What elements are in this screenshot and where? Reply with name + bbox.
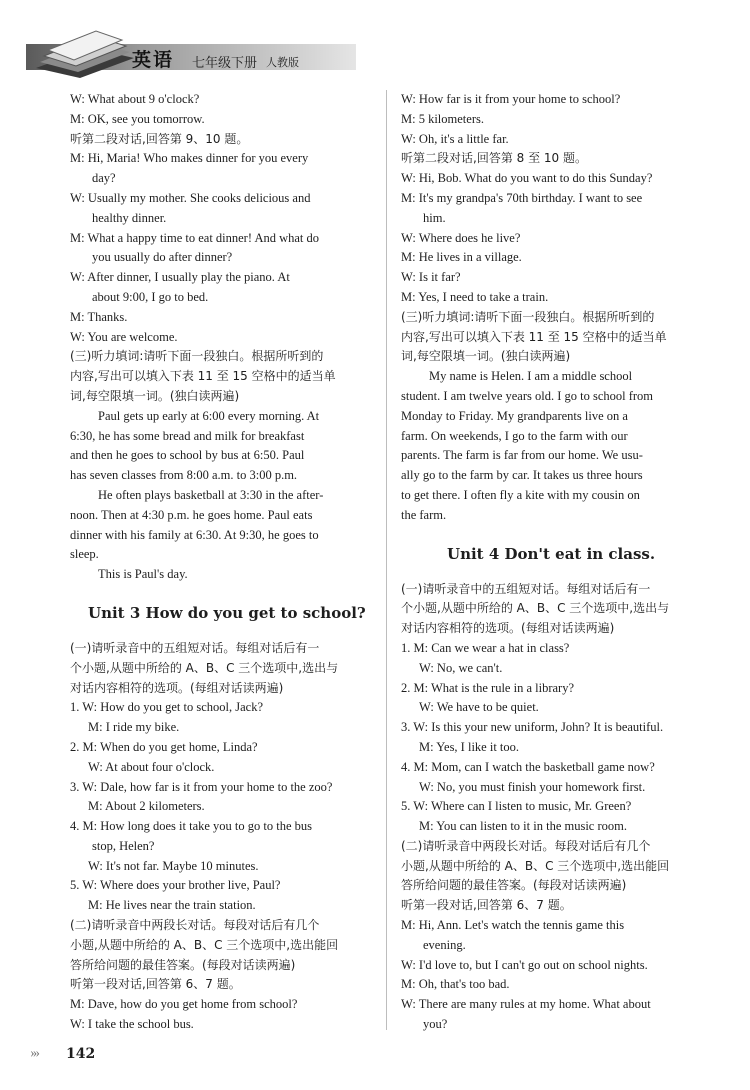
instruction-line: (一)请听录音中的五组短对话。每组对话后有一 <box>401 581 651 596</box>
text-line: W: It's not far. Maybe 10 minutes. <box>88 858 259 873</box>
text-line: M: You can listen to it in the music room. <box>419 819 627 834</box>
instruction-line: (一)请听录音中的五组短对话。每组对话后有一 <box>70 640 320 655</box>
text-line: W: Oh, it's a little far. <box>401 131 509 146</box>
text-line: M: I ride my bike. <box>88 720 180 735</box>
text-line: the farm. <box>401 507 447 522</box>
text-line: W: I'd love to, but I can't go out on school nights. <box>401 957 648 972</box>
instruction-line: (二)请听录音中两段长对话。每段对话后有几个 <box>401 838 651 853</box>
instruction-line: 听第二段对话,回答第 9、10 题。 <box>70 131 249 146</box>
text-line: W: Hi, Bob. What do you want to do this Sunday? <box>401 171 653 186</box>
text-line: and then he goes to school by bus at 6:50. Paul <box>70 448 305 463</box>
column-divider <box>386 90 387 1030</box>
instruction-line: 个小题,从题中所给的 A、B、C 三个选项中,选出与 <box>401 601 670 616</box>
instruction-line: 答所给问题的最佳答案。(每段对话读两遍) <box>401 878 627 893</box>
edition-label: 人教版 <box>266 56 299 69</box>
text-line: day? <box>92 171 116 186</box>
instruction-line: 听第一段对话,回答第 6、7 题。 <box>70 977 241 992</box>
text-line: sleep. <box>70 547 99 562</box>
text-line: M: Hi, Ann. Let's watch the tennis game this <box>401 918 625 933</box>
text-line: Monday to Friday. My grandparents live on a <box>401 408 628 423</box>
text-line: W: There are many rules at my home. What about <box>401 997 651 1012</box>
text-line: W: Where does he live? <box>401 230 521 245</box>
text-line: M: Thanks. <box>70 309 128 324</box>
page-header <box>0 0 750 90</box>
instruction-line: 小题,从题中所给的 A、B、C 三个选项中,选出能回 <box>401 858 670 873</box>
text-line: W: No, you must finish your homework first. <box>419 779 646 794</box>
text-line: M: What a happy time to eat dinner! And what do <box>70 230 320 245</box>
text-line: He often plays basketball at 3:30 in the after- <box>98 487 324 502</box>
instruction-line: 内容,写出可以填入下表 11 至 15 空格中的适当单 <box>401 329 667 344</box>
text-line: W: After dinner, I usually play the piano. At <box>70 270 290 285</box>
instruction-line: 内容,写出可以填入下表 11 至 15 空格中的适当单 <box>70 369 336 384</box>
text-line: W: Usually my mother. She cooks delicious and <box>70 190 311 205</box>
text-line: 5. W: Where does your brother live, Paul? <box>70 878 281 893</box>
text-line: M: Yes, I like it too. <box>419 739 520 754</box>
text-line: M: OK, see you tomorrow. <box>70 111 205 126</box>
text-line: Paul gets up early at 6:00 every morning. At <box>98 408 320 423</box>
books-icon <box>30 28 140 80</box>
text-line: 4. M: How long does it take you to go to the bus <box>70 819 312 834</box>
text-line: 3. W: Dale, how far is it from your home to the zoo? <box>70 779 333 794</box>
text-line: parents. The farm is far from our home. We usu- <box>401 448 643 463</box>
page-marker: ››› <box>30 1046 38 1061</box>
text-line: dinner with his family at 6:30. At 9:30, he goes to <box>70 527 319 542</box>
text-line: W: What about 9 o'clock? <box>70 92 200 106</box>
instruction-line: 对话内容相符的选项。(每组对话读两遍) <box>70 680 284 695</box>
unit-heading: Unit 3 How do you get to school? <box>88 603 366 622</box>
instruction-line: 词,每空限填一词。(独白读两遍) <box>70 388 240 403</box>
text-line: 6:30, he has some bread and milk for breakfast <box>70 428 305 443</box>
text-line: W: At about four o'clock. <box>88 759 215 774</box>
text-line: ally go to the farm by car. It takes us three hours <box>401 468 643 483</box>
instruction-line: 答所给问题的最佳答案。(每段对话读两遍) <box>70 957 296 972</box>
text-line: M: Dave, how do you get home from school? <box>70 997 298 1012</box>
unit-heading: Unit 4 Don't eat in class. <box>447 544 656 563</box>
grade-label: 七年级下册 <box>192 56 258 71</box>
text-line: evening. <box>423 937 466 952</box>
text-line: W: No, we can't. <box>419 660 503 675</box>
text-line: 4. M: Mom, can I watch the basketball game now? <box>401 759 655 774</box>
left-column <box>70 90 388 1035</box>
text-line: M: Yes, I need to take a train. <box>401 289 549 304</box>
text-line: 5. W: Where can I listen to music, Mr. Green? <box>401 799 632 814</box>
text-line: This is Paul's day. <box>98 567 188 582</box>
instruction-line: (三)听力填词:请听下面一段独白。根据所听到的 <box>401 309 655 324</box>
instruction-line: 个小题,从题中所给的 A、B、C 三个选项中,选出与 <box>70 660 339 675</box>
text-line: W: You are welcome. <box>70 329 178 344</box>
text-line: W: I take the school bus. <box>70 1017 194 1032</box>
text-line: 3. W: Is this your new uniform, John? It is beautiful. <box>401 720 664 735</box>
instruction-line: 对话内容相符的选项。(每组对话读两遍) <box>401 621 615 636</box>
instruction-line: 词,每空限填一词。(独白读两遍) <box>401 349 571 364</box>
text-line: M: Oh, that's too bad. <box>401 977 510 992</box>
instruction-line: (二)请听录音中两段长对话。每段对话后有几个 <box>70 918 320 933</box>
text-line: W: How far is it from your home to school? <box>401 92 621 106</box>
subject-title: 英语 <box>132 49 175 71</box>
instruction-line: 听第一段对话,回答第 6、7 题。 <box>401 898 572 913</box>
text-line: W: We have to be quiet. <box>419 700 539 715</box>
right-column <box>401 90 719 1035</box>
page-number: 142 <box>66 1046 96 1062</box>
text-line: My name is Helen. I am a middle school <box>429 369 633 384</box>
instruction-line: (三)听力填词:请听下面一段独白。根据所听到的 <box>70 349 324 364</box>
text-line: to get there. I often fly a kite with my cousin on <box>401 487 640 502</box>
text-line: you usually do after dinner? <box>92 250 233 265</box>
text-line: healthy dinner. <box>92 210 167 225</box>
text-line: M: Hi, Maria! Who makes dinner for you every <box>70 151 309 166</box>
text-line: M: About 2 kilometers. <box>88 799 205 814</box>
text-line: has seven classes from 8:00 a.m. to 3:00 p.m. <box>70 468 298 483</box>
text-line: 1. M: Can we wear a hat in class? <box>401 640 570 655</box>
text-line: noon. Then at 4:30 p.m. he goes home. Paul eats <box>70 507 313 522</box>
text-line: about 9:00, I go to bed. <box>92 289 209 304</box>
text-line: 1. W: How do you get to school, Jack? <box>70 700 264 715</box>
text-line: M: It's my grandpa's 70th birthday. I want to see <box>401 190 643 205</box>
instruction-line: 小题,从题中所给的 A、B、C 三个选项中,选出能回 <box>70 937 339 952</box>
text-line: W: Is it far? <box>401 270 461 285</box>
text-line: stop, Helen? <box>92 838 155 853</box>
text-line: M: He lives near the train station. <box>88 898 256 913</box>
text-line: you? <box>423 1017 448 1032</box>
text-line: farm. On weekends, I go to the farm with our <box>401 428 628 443</box>
text-line: 2. M: When do you get home, Linda? <box>70 739 258 754</box>
text-line: M: He lives in a village. <box>401 250 522 265</box>
text-line: him. <box>423 210 446 225</box>
text-line: 2. M: What is the rule in a library? <box>401 680 574 695</box>
instruction-line: 听第二段对话,回答第 8 至 10 题。 <box>401 151 587 166</box>
text-line: student. I am twelve years old. I go to school from <box>401 388 654 403</box>
text-line: M: 5 kilometers. <box>401 111 484 126</box>
